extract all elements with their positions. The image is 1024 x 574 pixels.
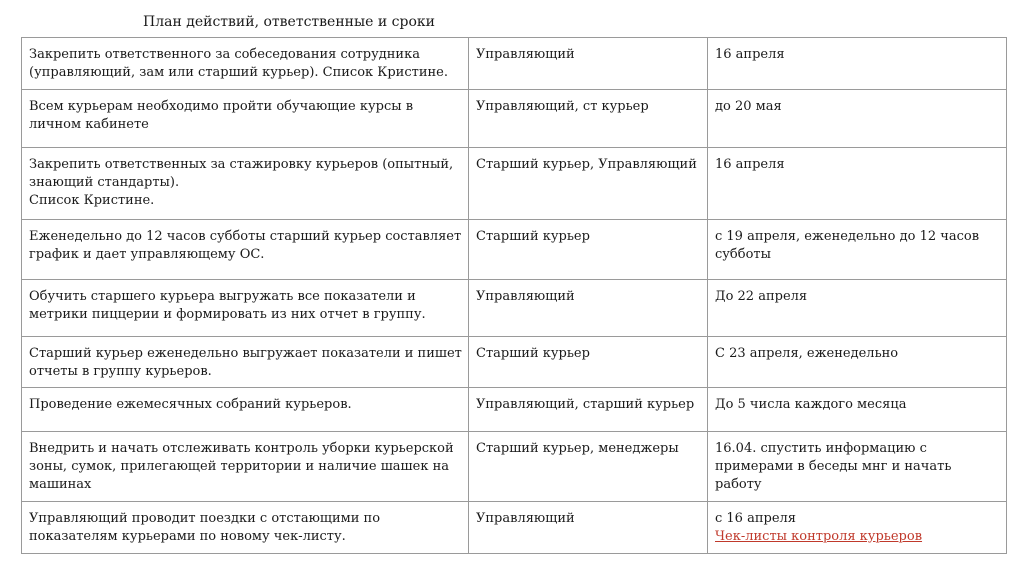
deadline-cell: 16 апреля: [708, 38, 1007, 90]
responsible-cell: Старший курьер: [469, 337, 708, 388]
action-cell: Управляющий проводит поездки с отстающими по показателям курьерами по новому чек-листу.: [22, 502, 469, 554]
responsible-cell: Старший курьер: [469, 220, 708, 280]
table-row: [22, 280, 1007, 337]
responsible-cell: Управляющий, ст курьер: [469, 90, 708, 148]
deadline-text: с 16 апреля: [715, 511, 796, 526]
table-row: [22, 38, 1007, 90]
responsible-cell: Старший курьер, Управляющий: [469, 148, 708, 220]
responsible-cell: Управляющий: [469, 280, 708, 337]
responsible-cell: Управляющий: [469, 502, 708, 554]
deadline-cell: С 23 апреля, еженедельно: [708, 337, 1007, 388]
table-row: [22, 388, 1007, 432]
page-title: План действий, ответственные и сроки: [143, 14, 435, 30]
action-cell: Обучить старшего курьера выгружать все показатели и метрики пиццерии и формировать из них отчет в группу.: [22, 280, 469, 337]
action-plan-table: [21, 37, 1007, 554]
deadline-cell: До 5 числа каждого месяца: [708, 388, 1007, 432]
action-cell: Проведение ежемесячных собраний курьеров.: [22, 388, 469, 432]
action-cell: Всем курьерам необходимо пройти обучающие курсы в личном кабинете: [22, 90, 469, 148]
deadline-cell: с 19 апреля, еженедельно до 12 часов субботы: [708, 220, 1007, 280]
action-cell: Старший курьер еженедельно выгружает показатели и пишет отчеты в группу курьеров.: [22, 337, 469, 388]
responsible-cell: Управляющий: [469, 38, 708, 90]
responsible-cell: Старший курьер, менеджеры: [469, 432, 708, 502]
checklist-link[interactable]: Чек-листы контроля курьеров: [715, 529, 923, 544]
table-row: [22, 148, 1007, 220]
table-row: [22, 502, 1007, 554]
table-row: [22, 337, 1007, 388]
deadline-cell: 16.04. спустить информацию с примерами в беседы мнг и начать работу: [708, 432, 1007, 502]
action-cell: Внедрить и начать отслеживать контроль уборки курьерской зоны, сумок, прилегающей территории и наличие шашек на машинах: [22, 432, 469, 502]
table-row: [22, 220, 1007, 280]
deadline-cell: 16 апреля: [708, 148, 1007, 220]
deadline-cell: до 20 мая: [708, 90, 1007, 148]
action-cell: Закрепить ответственных за стажировку курьеров (опытный, знающий стандарты). Список Кристине.: [22, 148, 469, 220]
action-cell: Еженедельно до 12 часов субботы старший курьер составляет график и дает управляющему ОС.: [22, 220, 469, 280]
responsible-cell: Управляющий, старший курьер: [469, 388, 708, 432]
table-row: [22, 432, 1007, 502]
action-cell: Закрепить ответственного за собеседования сотрудника (управляющий, зам или старший курьер). Список Кристине.: [22, 38, 469, 90]
deadline-cell: До 22 апреля: [708, 280, 1007, 337]
table-row: [22, 90, 1007, 148]
deadline-cell: [708, 502, 1007, 554]
